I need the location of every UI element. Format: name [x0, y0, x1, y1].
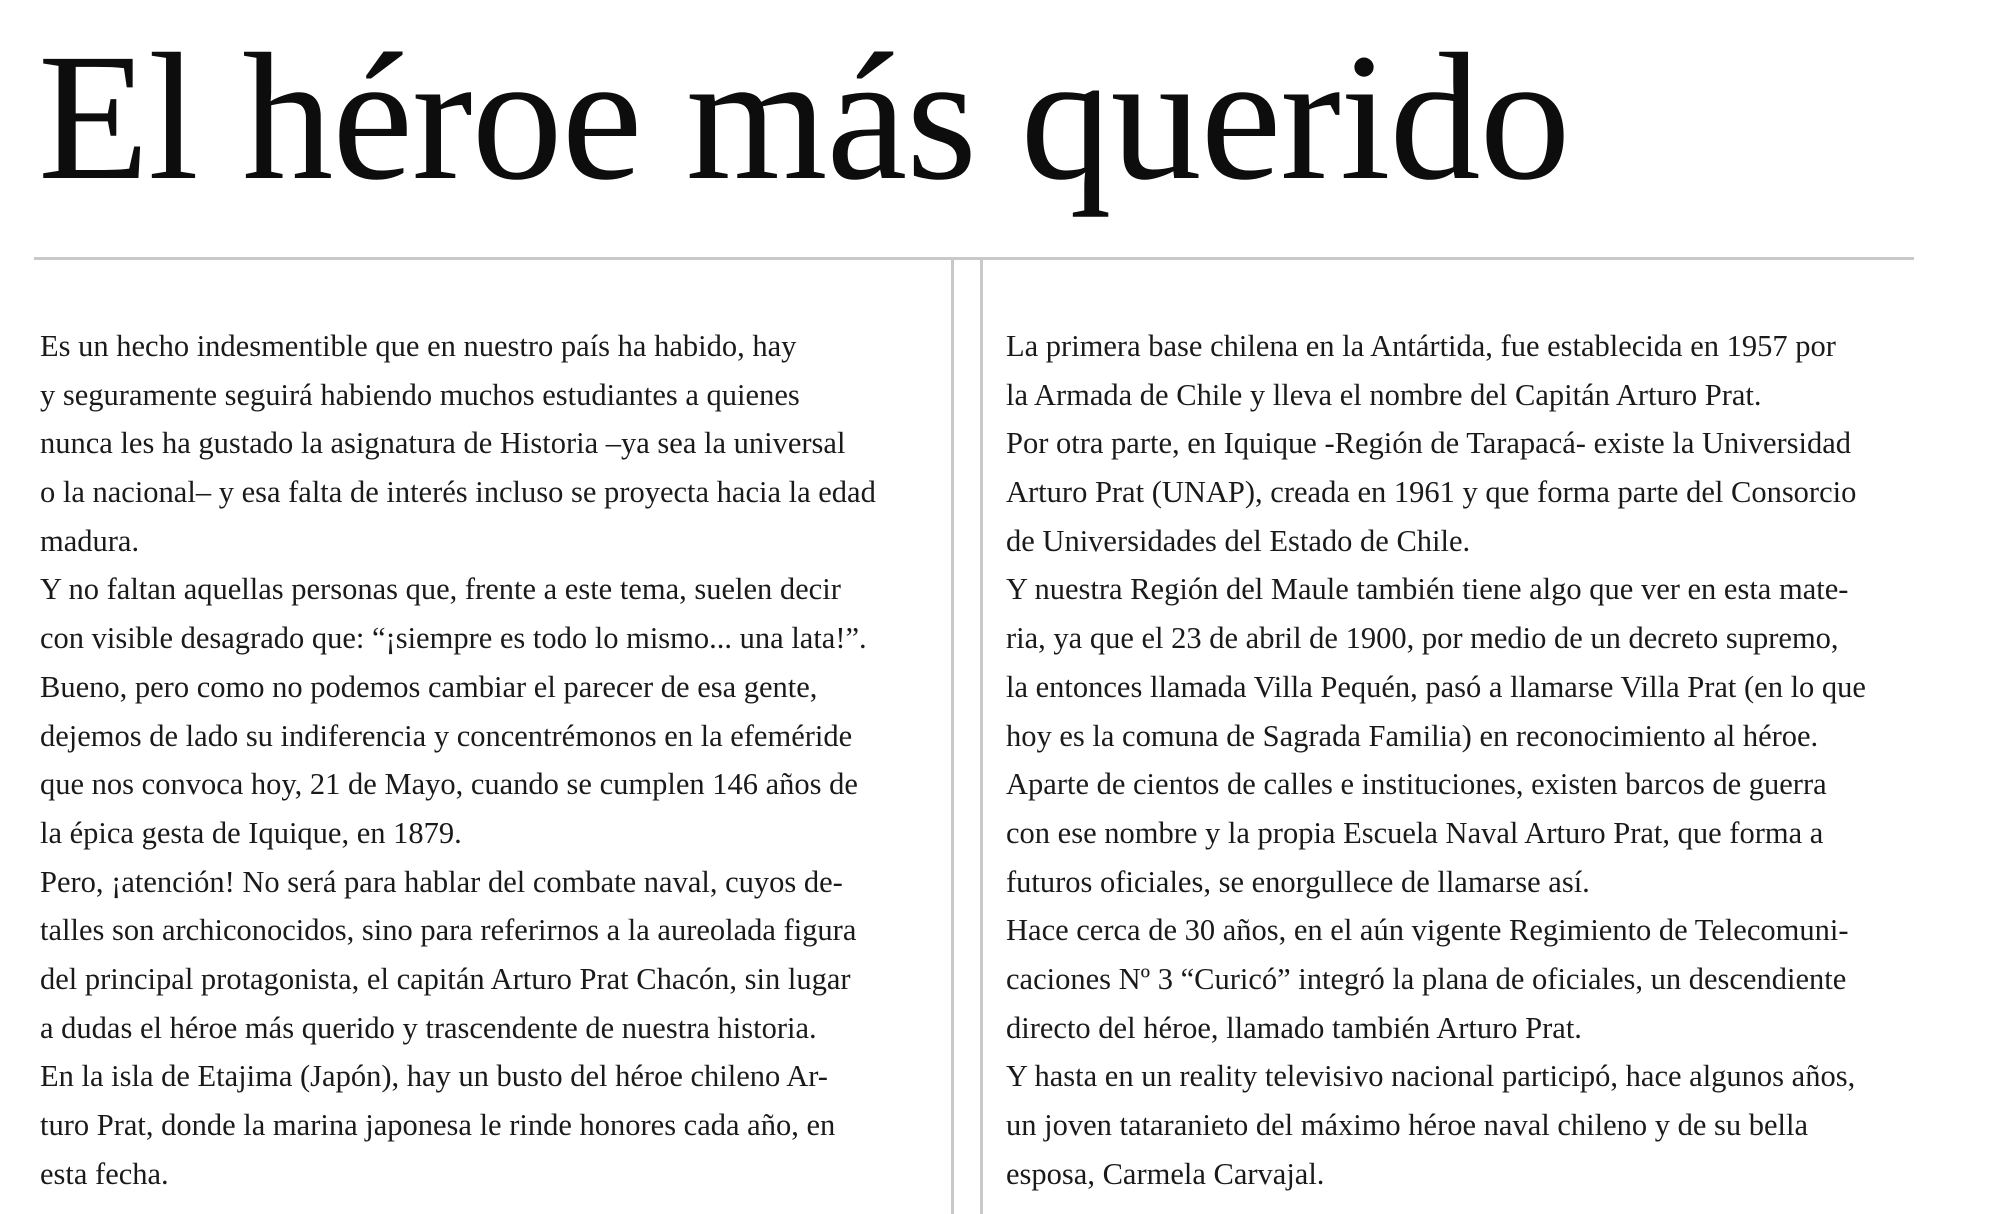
text-line: hoy es la comuna de Sagrada Familia) en reconocimiento al héroe. — [1006, 718, 1819, 753]
text-line: Bueno, pero como no podemos cambiar el parecer de esa gente, — [40, 669, 818, 704]
text-line: turo Prat, donde la marina japonesa le rinde honores cada año, en — [40, 1108, 836, 1142]
article-headline: El héroe más querido — [38, 17, 1570, 218]
text-line: madura. — [40, 523, 140, 558]
text-line: un joven tataranieto del máximo héroe naval chileno y de su bella — [1006, 1108, 1809, 1142]
text-line: directo del héroe, llamado también Arturo Prat. — [1006, 1010, 1582, 1045]
text-line: de Universidades del Estado de Chile. — [1006, 523, 1471, 558]
text-line: esta fecha. — [40, 1156, 169, 1191]
article-column-right — [1006, 322, 1936, 1198]
text-line: o la nacional– y esa falta de interés incluso se proyecta hacia la edad — [40, 475, 876, 510]
text-line: la entonces llamada Villa Pequén, pasó a llamarse Villa Prat (en lo que — [1006, 669, 1866, 704]
text-line: la Armada de Chile y lleva el nombre del Capitán Arturo Prat. — [1006, 377, 1762, 412]
text-line: la épica gesta de Iquique, en 1879. — [40, 815, 462, 850]
text-line: Aparte de cientos de calles e instituciones, existen barcos de guerra — [1006, 767, 1827, 802]
text-line: Arturo Prat (UNAP), creada en 1961 y que forma parte del Consorcio — [1006, 475, 1857, 510]
text-line: con ese nombre y la propia Escuela Naval Arturo Prat, que forma a — [1006, 815, 1824, 850]
text-line: Por otra parte, en Iquique -Región de Tarapacá- existe la Universidad — [1006, 426, 1852, 461]
text-line: con visible desagrado que: “¡siempre es todo lo mismo... una lata!”. — [40, 621, 867, 656]
text-line: dejemos de lado su indiferencia y concentrémonos en la efeméride — [40, 718, 853, 753]
text-line: a dudas el héroe más querido y trascendente de nuestra historia. — [40, 1010, 817, 1045]
text-line: La primera base chilena en la Antártida, fue establecida en 1957 por — [1006, 329, 1836, 363]
article-column-left — [40, 322, 940, 1198]
text-line: nunca les ha gustado la asignatura de Historia –ya sea la universal — [40, 426, 846, 461]
text-line: Pero, ¡atención! No será para hablar del combate naval, cuyos de- — [40, 864, 843, 899]
column-divider-left — [951, 260, 954, 1214]
text-line: caciones Nº 3 “Curicó” integró la plana de oficiales, un descendiente — [1006, 961, 1847, 996]
text-line: esposa, Carmela Carvajal. — [1006, 1156, 1325, 1191]
text-line: Hace cerca de 30 años, en el aún vigente Regimiento de Telecomuni- — [1006, 913, 1849, 948]
column-divider-right — [980, 260, 983, 1214]
text-line: Es un hecho indesmentible que en nuestro país ha habido, hay — [40, 329, 797, 363]
text-line: del principal protagonista, el capitán Arturo Prat Chacón, sin lugar — [40, 961, 851, 996]
text-line: que nos convoca hoy, 21 de Mayo, cuando se cumplen 146 años de — [40, 767, 858, 802]
text-line: y seguramente seguirá habiendo muchos estudiantes a quienes — [40, 377, 800, 412]
text-line: ria, ya que el 23 de abril de 1900, por medio de un decreto supremo, — [1006, 621, 1839, 656]
text-line: talles son archiconocidos, sino para referirnos a la aureolada figura — [40, 913, 857, 948]
text-line: Y nuestra Región del Maule también tiene algo que ver en esta mate- — [1006, 572, 1849, 607]
text-line: En la isla de Etajima (Japón), hay un busto del héroe chileno Ar- — [40, 1059, 828, 1094]
headline-divider — [34, 257, 1914, 260]
text-line: Y hasta en un reality televisivo nacional participó, hace algunos años, — [1006, 1059, 1856, 1094]
text-line: futuros oficiales, se enorgullece de llamarse así. — [1006, 864, 1590, 899]
text-line: Y no faltan aquellas personas que, frente a este tema, suelen decir — [40, 572, 841, 607]
